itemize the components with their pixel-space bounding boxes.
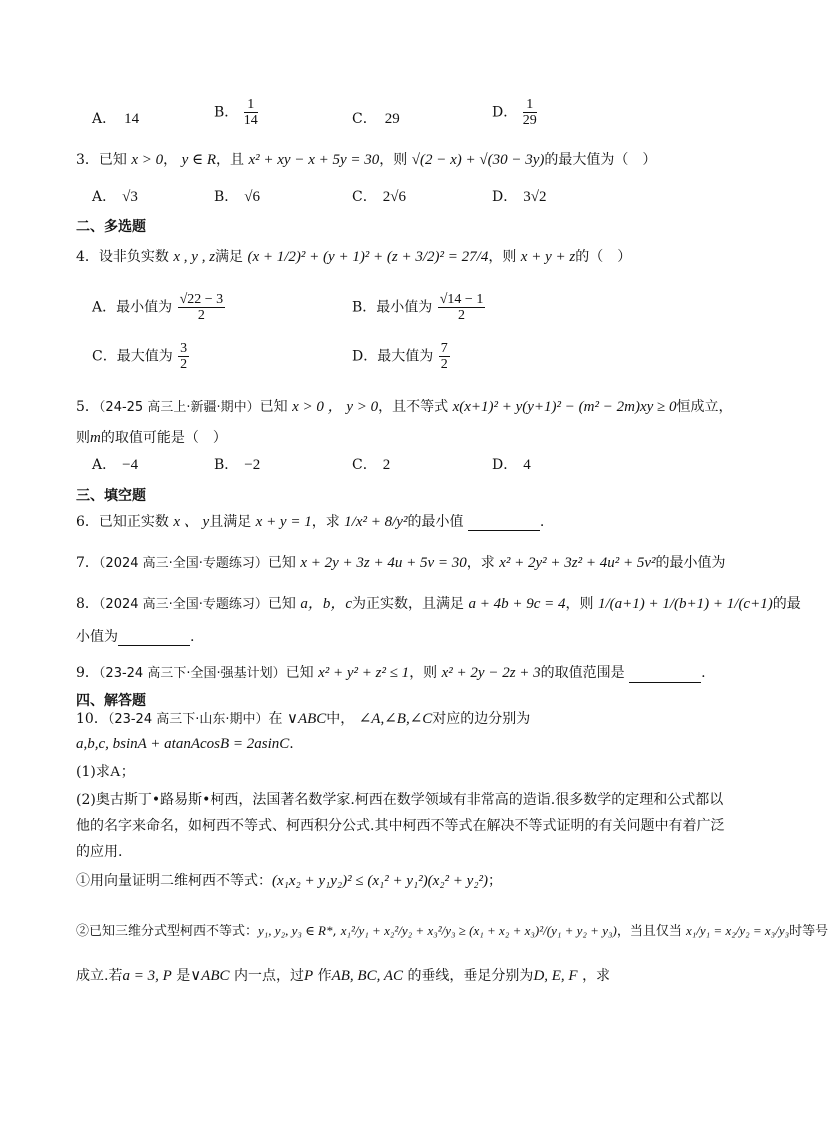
fraction: $\frac{√22 - 3}{2}$ <box>179 292 224 323</box>
question-10: 10．（23-24 高三下·山东·期中）在 ∨ABC中， ∠A,∠B,∠C对应的边分别为 <box>76 711 531 727</box>
q3-option-d[interactable]: D． 3√2 <box>492 189 547 205</box>
question-10-part1: (1)求A； <box>76 764 135 780</box>
fraction: $\frac{7}{2}$ <box>440 341 448 372</box>
q5-option-d[interactable]: D． 4 <box>492 457 531 473</box>
fraction: $\frac{1}{29}$ <box>522 97 537 128</box>
question-9: 9．（23-24 高三下·全国·强基计划）已知 x² + y² + z² ≤ 1，则 x² + 2y − 2z + 3的取值范围是 . <box>76 665 706 681</box>
q5-option-b[interactable]: B． −2 <box>214 457 261 473</box>
q3-option-c[interactable]: C． 2√6 <box>352 189 406 205</box>
question-6: 6．已知正实数 x 、 y且满足 x + y = 1，求 1/x² + 8/y²的最小值 . <box>76 514 545 530</box>
answer-blank[interactable] <box>629 668 701 683</box>
section-heading-multiple-choice: 二、多选题 <box>76 219 146 235</box>
question-5-line2: 则m的取值可能是（ ） <box>76 430 227 446</box>
answer-blank[interactable] <box>468 516 540 531</box>
question-3: 3．已知 x > 0， y ∈ R，且 x² + xy − x + 5y = 30，则 √(2 − x) + √(30 − 3y)的最大值为（ ） <box>76 152 657 168</box>
question-10-part2-line2: 他的名字来命名，如柯西不等式、柯西积分公式.其中柯西不等式在解决不等式证明的有关问题中有着广泛 <box>76 818 725 834</box>
q4-option-a[interactable]: A．最小值为 $\frac{√22 - 3}{2}$ <box>92 292 224 323</box>
question-10-part2-line1: (2)奥古斯丁•路易斯•柯西，法国著名数学家.柯西在数学领域有非常高的造诣.很多数学的定理和公式都以 <box>76 792 724 808</box>
question-10-part2-condition: 成立.若a = 3, P 是∨ABC 内一点，过P 作AB, BC, AC 的垂线，垂足分别为D, E, F ，求 <box>76 968 611 984</box>
q4-option-c[interactable]: C．最大值为 $\frac{3}{2}$ <box>92 341 188 372</box>
answer-blank[interactable] <box>118 631 190 646</box>
q3-option-a[interactable]: A． √3 <box>92 189 138 205</box>
q5-option-c[interactable]: C． 2 <box>352 457 391 473</box>
q2-option-b[interactable]: B． $\frac{1}{14}$ <box>214 97 258 128</box>
question-5: 5．（24-25 高三上·新疆·期中）已知 x > 0 ， y > 0，且不等式 x(x+1)² + y(y+1)² − (m² − 2m)xy ≥ 0恒成立， <box>76 399 733 415</box>
q5-option-a[interactable]: A． −4 <box>92 457 139 473</box>
question-10-part2-line3: 的应用. <box>76 844 123 860</box>
fraction: $\frac{3}{2}$ <box>180 341 188 372</box>
question-10-cauchy-3d: ②已知三维分式型柯西不等式：y₁, y₂, y₃ ∈ R*, x₁²/y₁ + x₂²/y₂ + x₃²/y₃ ≥ (x₁ + x₂ + x₃)²/(y₁ + y₂ + y₃)，当且仅当 x₁/y₁ = x₂/y₂ = x₃/y₃时等号 <box>76 923 828 939</box>
q4-option-d[interactable]: D．最大值为 $\frac{7}{2}$ <box>352 341 448 372</box>
question-8: 8．（2024 高三·全国·专题练习）已知 a，b，c为正实数，且满足 a + 4b + 9c = 4，则 1/(a+1) + 1/(b+1) + 1/(c+1)的最 <box>76 596 801 612</box>
fraction: $\frac{√14 - 1}{2}$ <box>439 292 484 323</box>
question-10-cauchy-2d: ①用向量证明二维柯西不等式：(x₁x₂ + y₁y₂)² ≤ (x₁² + y₁²)(x₂² + y₂²)； <box>76 873 503 889</box>
question-4: 4．设非负实数 x , y , z满足 (x + 1/2)² + (y + 1)² + (z + 3/2)² = 27/4，则 x + y + z的（ ） <box>76 249 632 265</box>
q4-option-b[interactable]: B．最小值为 $\frac{√14 - 1}{2}$ <box>352 292 484 323</box>
question-8-line2: 小值为 . <box>76 629 195 645</box>
q2-option-a[interactable]: A． 14 <box>92 111 140 127</box>
q2-option-d[interactable]: D． $\frac{1}{29}$ <box>492 97 537 128</box>
q3-option-b[interactable]: B． √6 <box>214 189 261 205</box>
section-heading-fill-in: 三、填空题 <box>76 488 146 504</box>
fraction: $\frac{1}{14}$ <box>243 97 258 128</box>
question-10-given: a,b,c, bsinA + atanAcosB = 2asinC. <box>76 736 294 752</box>
question-7: 7．（2024 高三·全国·专题练习）已知 x + 2y + 3z + 4u + 5v = 30，求 x² + 2y² + 3z² + 4u² + 5v²的最小值为 <box>76 555 726 571</box>
section-heading-solutions: 四、解答题 <box>76 693 146 709</box>
q2-option-c[interactable]: C． 29 <box>352 111 400 127</box>
